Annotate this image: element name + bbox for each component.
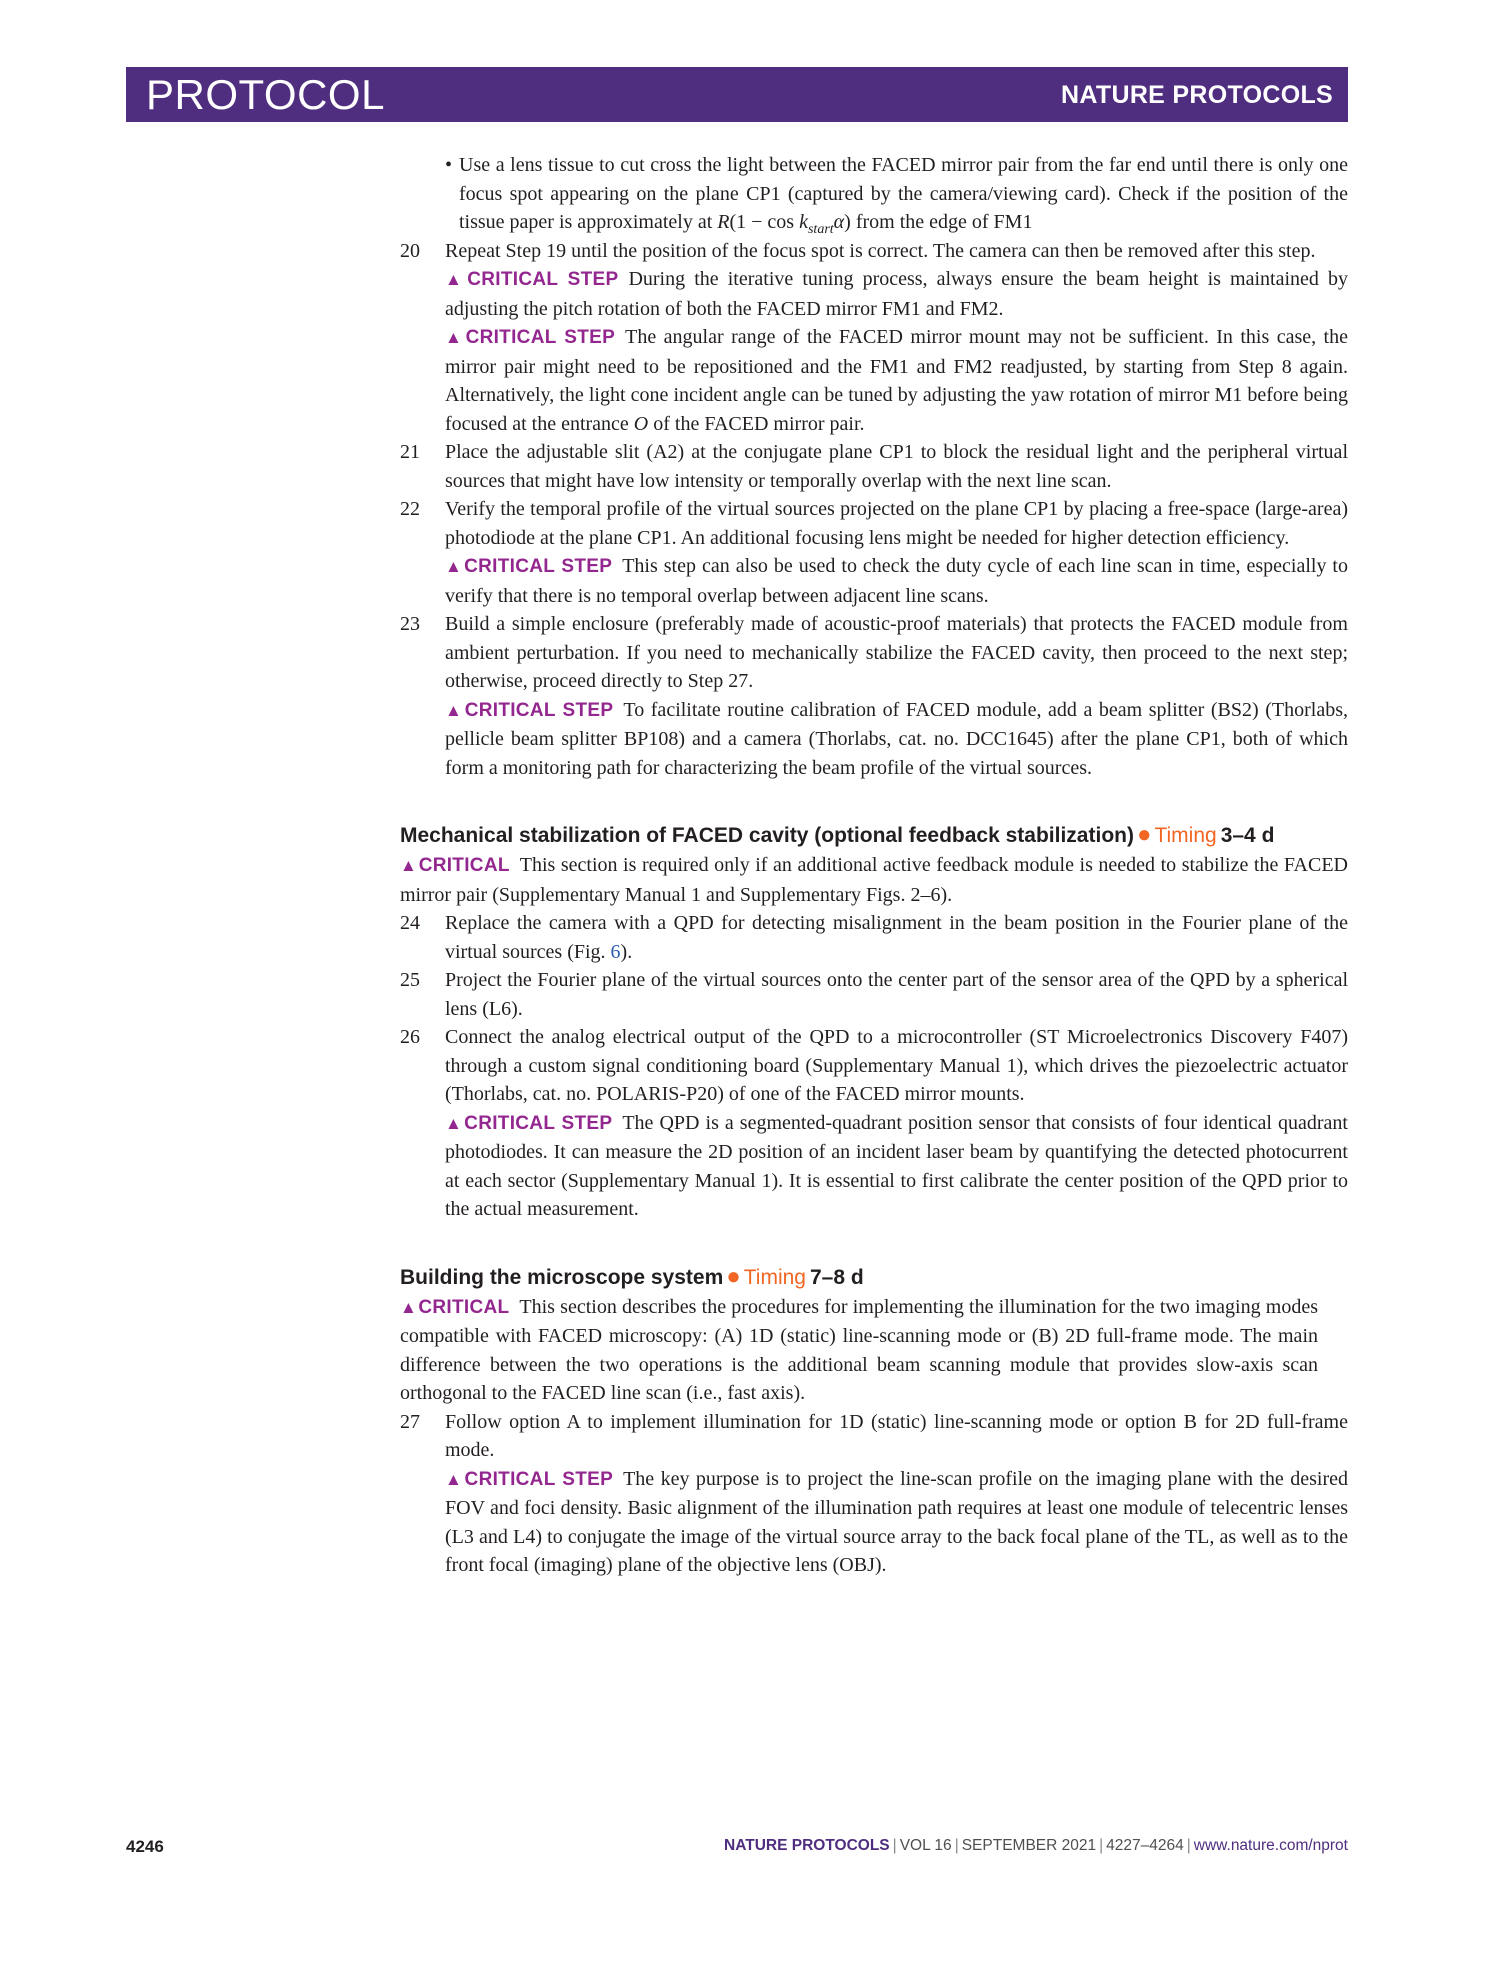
warning-triangle-icon: ▲ (400, 856, 418, 875)
step-text: Replace the camera with a QPD for detecting misalignment in the beam position in the Fourier plane of the virtual sources (Fig. 6). (445, 912, 1348, 963)
critical-step-text: During the iterative tuning process, always ensure the beam height is maintained by adjusting the pitch rotation of both the FACED mirror FM1 and FM2. (445, 268, 1348, 320)
math-alpha: α (833, 211, 845, 233)
timing-dot-icon: ● (726, 1262, 741, 1290)
math-r: R (717, 211, 730, 233)
critical-step-text: The angular range of the FACED mirror mount may not be sufficient. In this case, the mirror pair might need to be repositioned and the FM1 and FM2 readjusted, by starting from Step 8 again. Alternatively, the light cone incident angle can be tuned by adjusting the yaw rotation of mirror M1 before being focused at the entrance (445, 326, 1348, 435)
step-20 (400, 237, 1348, 439)
critical-step-note (445, 552, 1348, 610)
critical-text: This section describes the procedures for implementing the illumination for the two imaging modes compatible with FACED microscopy: (A) 1D (static) line-scanning mode or (B) 2D full-frame mode. The main difference between the two operations is the additional beam scanning module that provides slow-axis scan orthogonal to the FACED line scan (i.e., fast axis). (400, 1295, 1318, 1404)
footer-volume: VOL 16 (899, 1837, 952, 1854)
step-number: 24 (400, 912, 420, 934)
step-number: 20 (400, 239, 420, 262)
critical-step-label: ▲CRITICAL STEP (445, 1468, 614, 1490)
step-21 (400, 438, 1348, 495)
main-content (400, 151, 1348, 1580)
math-end: ) from the edge of FM1 (844, 211, 1033, 233)
step-number: 21 (400, 441, 420, 463)
math-o: O (633, 412, 649, 435)
step-number: 22 (400, 498, 420, 520)
step-text: Connect the analog electrical output of the QPD to a microcontroller (ST Microelectronics Discovery F407) through a custom signal conditioning board (Supplementary Manual 1), which drives the piezoelectric actuator (Thorlabs, cat. no. POLARIS-P20) of one of the FACED mirror mounts. (445, 1026, 1348, 1105)
warning-triangle-icon: ▲ (445, 1113, 464, 1133)
critical-step-note (445, 1465, 1348, 1580)
critical-label: ▲CRITICAL (400, 1296, 510, 1318)
math-k: k (799, 211, 808, 233)
timing-dot-icon: ● (1136, 821, 1152, 848)
warning-triangle-icon: ▲ (445, 700, 464, 720)
figure-link[interactable]: 6 (610, 940, 621, 963)
footer-journal: NATURE PROTOCOLS (724, 1837, 890, 1854)
warning-triangle-icon: ▲ (445, 328, 465, 347)
step-text: Project the Fourier plane of the virtual sources onto the center part of the sensor area of the QPD by a spherical lens (L6). (445, 969, 1348, 1020)
step-22 (400, 495, 1348, 610)
critical-step-label: ▲CRITICAL STEP (445, 556, 613, 577)
section-heading-building-microscope (400, 1262, 1348, 1293)
footer-pages: 4227–4264 (1106, 1837, 1184, 1854)
warning-triangle-icon: ▲ (445, 557, 464, 576)
step-text: Repeat Step 19 until the position of the focus spot is correct. The camera can then be removed after this step. (445, 239, 1316, 262)
warning-triangle-icon: ▲ (445, 270, 467, 289)
step-27 (400, 1408, 1348, 1580)
step-number: 25 (400, 969, 420, 991)
critical-label: ▲CRITICAL (400, 855, 510, 876)
page-number: 4246 (126, 1837, 164, 1856)
bullet-text: Use a lens tissue to cut cross the light between the FACED mirror pair from the far end until there is only one focus spot appearing on the plane CP1 (captured by the camera/viewing card). Check if the position of the tissue paper is approximately at (459, 154, 1348, 233)
step-text: Place the adjustable slit (A2) at the conjugate plane CP1 to block the residual light and the peripheral virtual sources that might have low intensity or temporally overlap with the next line scan. (445, 441, 1348, 492)
critical-step-note (445, 1109, 1348, 1224)
step-number: 23 (400, 613, 420, 635)
step-text: Build a simple enclosure (preferably made of acoustic-proof materials) that protects the FACED module from ambient perturbation. If you need to mechanically stabilize the FACED cavity, then proceed to the next step; otherwise, proceed directly to Step 27. (445, 613, 1348, 692)
critical-step-label: ▲CRITICAL STEP (445, 1112, 613, 1134)
step-24 (400, 909, 1348, 966)
section-critical-note (400, 851, 1348, 909)
critical-step-text: The key purpose is to project the line-scan profile on the imaging plane with the desired FOV and foci density. Basic alignment of the illumination path requires at least one module of telecentric lenses (L3 and L4) to conjugate the image of the virtual source array to the back focal plane of the TL, as well as to the front focal (imaging) plane of the objective lens (OBJ). (445, 1467, 1348, 1576)
critical-step-text: The QPD is a segmented-quadrant position sensor that consists of four identical quadrant photodiodes. It can measure the 2D position of an incident laser beam by quantifying the detected photocurrent at each sector (Supplementary Manual 1). It is essential to first calibrate the center position of the QPD prior to the actual measurement. (445, 1111, 1348, 1220)
critical-step-label: ▲CRITICAL STEP (445, 327, 616, 348)
journal-name-header: NATURE PROTOCOLS (1061, 81, 1333, 109)
section-critical-note (400, 1293, 1348, 1408)
timing-label: Timing (1154, 824, 1217, 847)
page-header (126, 67, 1348, 122)
warning-triangle-icon: ▲ (400, 1297, 418, 1317)
timing-value: 7–8 d (809, 1265, 864, 1289)
warning-triangle-icon: ▲ (445, 1469, 464, 1489)
step-text: Verify the temporal profile of the virtual sources projected on the plane CP1 by placing a free-space (large-area) photodiode at the plane CP1. An additional focusing lens might be needed for higher detection efficiency. (445, 498, 1348, 549)
step-number: 26 (400, 1026, 420, 1048)
timing-label: Timing (743, 1265, 806, 1289)
section-type-label: PROTOCOL (146, 71, 385, 118)
footer-citation: NATURE PROTOCOLS | VOL 16 | SEPTEMBER 2021 | 4227–4264 | www.nature.com/nprot (724, 1837, 1348, 1854)
section-heading-mechanical-stabilization (400, 820, 1348, 851)
critical-step-text: To facilitate routine calibration of FACED module, add a beam splitter (BS2) (Thorlabs, pellicle beam splitter BP108) and a camera (Thorlabs, cat. no. DCC1645) after the plane CP1, both of which form a monitoring path for characterizing the beam profile of the virtual sources. (445, 698, 1348, 779)
step-19-bullet (400, 151, 1348, 237)
critical-step-label: ▲CRITICAL STEP (445, 269, 619, 290)
critical-step-note: ▲CRITICAL STEP The angular range of the FACED mirror mount may not be sufficient. In this case, the mirror pair might need to be repositioned and the FM1 and FM2 readjusted, by starting from Step 8 again. Alternatively, the light cone incident angle can be tuned by adjusting the yaw rotation of mirror M1 before being focused at the entrance O of the FACED mirror pair. (445, 326, 1348, 435)
critical-text: This section is required only if an additional active feedback module is needed to stabilize the FACED mirror pair (Supplementary Manual 1 and Supplementary Figs. 2–6). (400, 854, 1348, 906)
step-text: Follow option A to implement illumination for 1D (static) line-scanning mode or option B for 2D full-frame mode. (445, 1410, 1348, 1461)
step-26 (400, 1023, 1348, 1224)
step-23 (400, 610, 1348, 782)
footer-date: SEPTEMBER 2021 (961, 1837, 1097, 1854)
bullet-icon: • (445, 154, 453, 176)
critical-step-note (445, 265, 1348, 323)
math-mid: (1 − cos (729, 211, 800, 233)
step-number: 27 (400, 1410, 420, 1433)
math-k-sub: start (807, 222, 834, 237)
step-25 (400, 966, 1348, 1023)
section-title: Mechanical stabilization of FACED cavity (optional feedback stabilization) (400, 824, 1134, 847)
critical-step-text: This step can also be used to check the duty cycle of each line scan in time, especially to verify that there is no temporal overlap between adjacent line scans. (445, 555, 1348, 607)
section-title: Building the microscope system (400, 1265, 724, 1289)
footer-url-link[interactable]: www.nature.com/nprot (1193, 1837, 1348, 1854)
critical-step-label: ▲CRITICAL STEP (445, 699, 614, 721)
timing-value: 3–4 d (1220, 824, 1275, 847)
critical-step-note (445, 696, 1348, 783)
